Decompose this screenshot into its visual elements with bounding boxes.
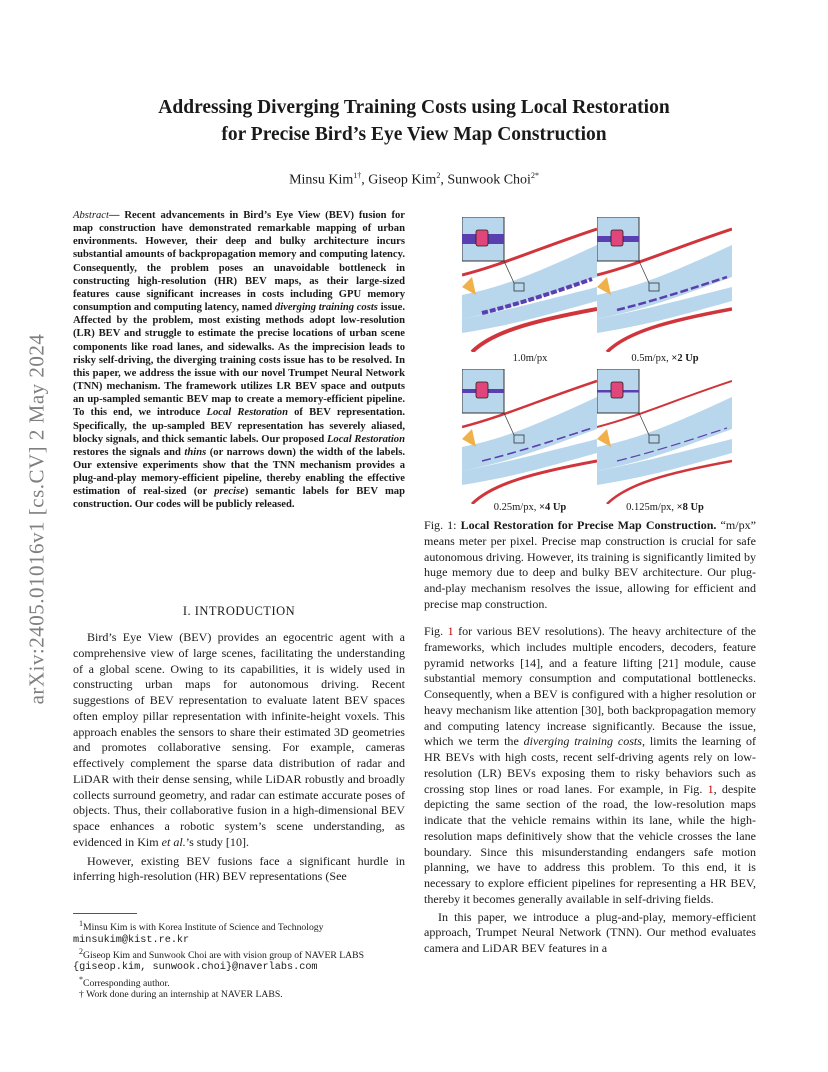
abstract-label: Abstract [73, 210, 109, 221]
bev-map-panel [597, 217, 732, 352]
title-line-2: for Precise Bird’s Eye View Map Construction [221, 124, 607, 145]
author-affiliation: 1† [353, 171, 362, 180]
author-name: Minsu Kim [289, 172, 354, 188]
panel-caption: 0.25m/px, ×4 Up [493, 502, 567, 513]
footnote-email: {giseop.kim, sunwook.choi}@naverlabs.com [73, 962, 318, 974]
author-name: Giseop Kim [368, 172, 437, 188]
panel-caption: 0.5m/px, ×2 Up [631, 353, 699, 364]
section-heading: I. INTRODUCTION [182, 604, 296, 618]
footnote-divider [73, 913, 137, 914]
footnote: $^1$Minsu Kim is with Korea Institute of Science and Technology [79, 919, 324, 934]
arxiv-sidebar-stamp [22, 284, 52, 754]
figure-1 [440, 215, 750, 515]
paragraph: Bird’s Eye View (BEV) provides an egocentric agent with a comprehensive view of large scenes, facilitating the understanding of a global scene. Owing to its capabilities, it is widely used in constructing urban maps for autonomous driving. Recent suggestions of BEV representation to evaluate latent BEV spaces often employ pillar representation with infinite-height voxels. This approach enables the sensors to share their estimated 3D geometries and promotes collaborative sensing. For example, cameras effectively complement the sparse data distribution of radar and LiDAR with their dense sensing, while LiDAR robustly and broadly collects surround geometry, and radar can estimate accurate poses of objects. Thus, their collaborative fusion in a high-dimensional BEV space enhances a robotic system’s scene understanding, as evidenced in Kim et al.’s study [10]. [73, 630, 405, 849]
paragraph: Fig. 1 for various BEV resolutions). The heavy architecture of the frameworks, which includes multiple encoders, decoders, feature pyramid networks [14], and a feature lifting [21] module, cause substantial memory consumption and computational bottlenecks. Consequently, when a BEV is configured with a higher resolution or heavy mechanism like attention [30], both backpropagation memory and computing latency increase significantly. Because the issue, which we term the diverging training costs, limits the learning of HR BEVs with high costs, recent self-driving agents rely on low-resolution (LR) BEVs exposing them to risky behaviors such as crossing stop lines or road lanes. For example, in Fig. 1, despite depicting the same section of the road, the low-resolution maps indicate that the vehicle remains within its lane, while the high-resolution maps definitively show that the vehicle crosses the lane boundary. Since this misunderstanding endangers safe motion planning, we have to address this problem. To this end, it is necessary to explore efficient pipelines for representing a HR BEV, thereby it becomes generally available in self-driving fields. [424, 624, 757, 906]
author-name: Sunwook Choi [447, 172, 531, 188]
footnote: *Corresponding author. [79, 974, 170, 989]
abstract: Abstract— Recent advancements in Bird’s Eye View (BEV) fusion for map construction have demonstrated remarkable mapping of urban environments. However, their deep and bulky architecture incurs substantial amounts of backpropagation memory and computing latency. Consequently, the problem poses an unavoidable bottleneck in constructing high-resolution (HR) BEV maps, as their large-sized features cause significant increases in costs including GPU memory consumption and computing latency, named diverging training costs issue. Affected by the problem, most existing methods adopt low-resolution (LR) BEV and struggle to estimate the precise locations of urban scene components like road lanes, and sidewalks. As the imprecision leads to risky self-driving, the diverging training costs issue has to be resolved. In this paper, we address the issue with our novel Trumpet Neural Network (TNN) mechanism. The framework utilizes LR BEV space and outputs an up-sampled semantic BEV map to create a memory-efficient pipeline. To this end, we introduce Local Restoration of BEV representation. Specifically, the up-sampled BEV representation has severely aliased, blocky signals, and thick semantic labels. Our proposed Local Restoration restores the signals and thins (or narrows down) the width of the labels. Our extensive experiments show that the TNN mechanism provides a plug-and-play memory-efficient pipeline, thereby enabling the effective estimation of real-sized (or precise) semantic labels for BEV map construction. Our codes will be publicly released. [73, 210, 406, 511]
right-column-body [424, 624, 756, 957]
panel-caption: 1.0m/px [512, 353, 548, 364]
title-line-1: Addressing Diverging Training Costs using Local Restoration [158, 97, 670, 118]
author-affiliation: 2* [530, 171, 539, 180]
bev-map-panel [462, 369, 597, 504]
author-affiliation: 2 [436, 171, 441, 180]
figure-caption: Fig. 1: Local Restoration for Precise Map Construction. “m/px” means meter per pixel. Precise map construction is crucial for safe autonomous driving. However, its training is significantly limited by huge memory due to deep and bulky BEV architecture. Our plug-and-play mechanism resolves the issue, allowing for efficient and precise map construction. [424, 518, 756, 611]
paper-title [80, 94, 748, 148]
paragraph: However, existing BEV fusions face a significant hurdle in inferring high-resolution (HR) BEV representations (See [73, 853, 405, 884]
arxiv-id: arXiv:2405.01016v1 [cs.CV] 2 May 2024 [24, 333, 49, 705]
footnotes [73, 918, 405, 1000]
author-list: Minsu Kim$^{1\dagger}$, Giseop Kim$^2$, Sunwook Choi$^{2*}$ [289, 171, 539, 188]
figure-reference-link[interactable]: 1 [707, 781, 714, 796]
introduction-body [73, 630, 405, 885]
bev-map-panel [462, 217, 597, 352]
footnote: $^2$Giseop Kim and Sunwook Choi are with vision group of NAVER LABS [79, 946, 365, 962]
paragraph: In this paper, we introduce a plug-and-play, memory-efficient approach, Trumpet Neural Network (TNN). Our method evaluates camera and LiDAR BEV features in a [424, 909, 756, 955]
panel-caption: 0.125m/px, ×8 Up [626, 502, 704, 513]
footnote: † Work done during an internship at NAVER LABS. [79, 989, 283, 1001]
figure-reference-link[interactable]: 1 [447, 624, 454, 638]
bev-map-panel [597, 369, 732, 504]
footnote-email: minsukim@kist.re.kr [73, 934, 190, 946]
